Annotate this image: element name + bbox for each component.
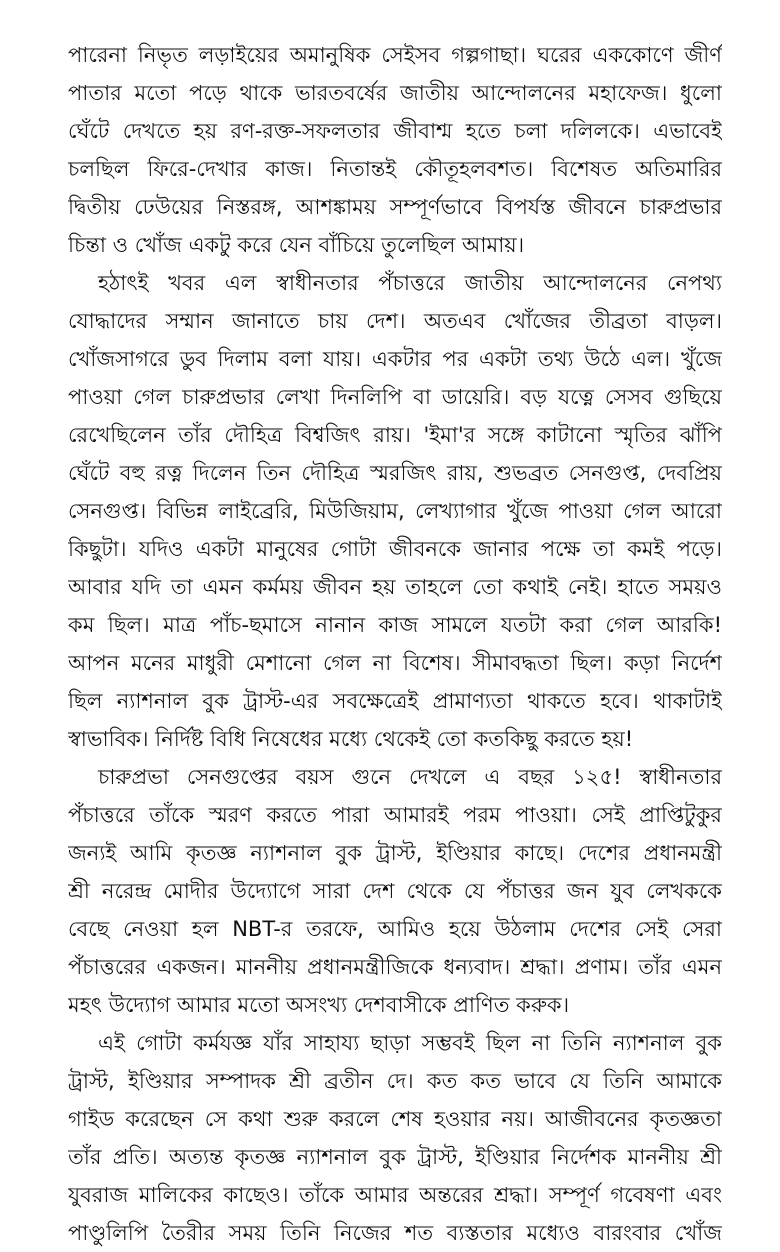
text-line: ছিল ন্যাশনাল বুক ট্রাস্ট-এর সবক্ষেত্রেই প্রামাণ্যতা থাকতে হবে। থাকাটাই [68, 689, 722, 713]
text-line: যুবরাজ মালিকের কাছেও। তাঁকে আমার অন্তরের শ্রদ্ধা। সম্পূর্ণ গবেষণা এবং [68, 1183, 722, 1207]
text-line: হঠাৎই খবর এল স্বাধীনতার পঁচাত্তরে জাতীয় আন্দোলনের নেপথ্য [98, 271, 722, 295]
text-line: শ্রী নরেন্দ্র মোদীর উদ্যোগে সারা দেশ থেকে যে পঁচাত্তর জন যুব লেখককে [68, 879, 722, 903]
text-line: রেখেছিলেন তাঁর দৌহিত্র বিশ্বজিৎ রায়। 'ইমা'র সঙ্গে কাটানো স্মৃতির ঝাঁপি [68, 423, 722, 447]
text-line: চিন্তা ও খোঁজ একটু করে যেন বাঁচিয়ে তুলেছিল আমায়। [68, 233, 525, 257]
text-line: ঘেঁটে বহু রত্ন দিলেন তিন দৌহিত্র স্মরজিৎ রায়, শুভব্রত সেনগুপ্ত, দেবপ্রিয় [68, 461, 722, 485]
text-line: ঘেঁটে দেখতে হয় রণ-রক্ত-সফলতার জীবাশ্ম হতে চলা দলিলকে। এভাবেই [68, 119, 722, 143]
text-line: চলছিল ফিরে-দেখার কাজ। নিতান্তই কৌতূহলবশত। বিশেষত অতিমারির [68, 157, 722, 181]
text-line: এই গোটা কর্মযজ্ঞ যাঁর সাহায্য ছাড়া সম্ভবই ছিল না তিনি ন্যাশনাল বুক [98, 1031, 722, 1055]
text-line: তাঁর প্রতি। অত্যন্ত কৃতজ্ঞ ন্যাশনাল বুক ট্রাস্ট, ইণ্ডিয়ার নির্দেশক মাননীয় শ্রী [68, 1145, 722, 1169]
text-line: পাওয়া গেল চারুপ্রভার লেখা দিনলিপি বা ডায়েরি। বড় যত্নে সেসব গুছিয়ে [68, 385, 722, 409]
text-line: যোদ্ধাদের সম্মান জানাতে চায় দেশ। অতএব খোঁজের তীব্রতা বাড়ল। [68, 309, 722, 333]
text-line: স্বাভাবিক। নির্দিষ্ট বিধি নিষেধের মধ্যে থেকেই তো কতকিছু করতে হয়! [68, 727, 634, 751]
text-line: পাতার মতো পড়ে থাকে ভারতবর্ষের জাতীয় আন্দোলনের মহাফেজ। ধুলো [68, 81, 722, 105]
text-line: আবার যদি তা এমন কর্মময় জীবন হয় তাহলে তো কথাই নেই। হাতে সময়ও [68, 575, 722, 599]
text-line: পঁচাত্তরে তাঁকে স্মরণ করতে পারা আমারই পরম পাওয়া। সেই প্রাপ্তিটুকুর [68, 803, 722, 827]
text-line: কম ছিল। মাত্র পাঁচ-ছমাসে নানান কাজ সামলে যতটা করা গেল আরকি! [68, 613, 722, 637]
text-line: ট্রাস্ট, ইণ্ডিয়ার সম্পাদক শ্রী ব্রতীন দে। কত কত ভাবে যে তিনি আমাকে [68, 1069, 722, 1093]
text-line: চারুপ্রভা সেনগুপ্তের বয়স গুনে দেখলে এ বছর ১২৫! স্বাধীনতার [98, 765, 722, 789]
text-line: খোঁজসাগরে ডুব দিলাম বলা যায়। একটার পর একটা তথ্য উঠে এল। খুঁজে [68, 347, 722, 371]
text-line: গাইড করেছেন সে কথা শুরু করলে শেষ হওয়ার নয়। আজীবনের কৃতজ্ঞতা [68, 1107, 722, 1131]
text-line: বেছে নেওয়া হল NBT-র তরফে, আমিও হয়ে উঠলাম দেশের সেই সেরা [68, 917, 722, 941]
text-line: কিছুটা। যদিও একটা মানুষের গোটা জীবনকে জানার পক্ষে তা কমই পড়ে। [68, 537, 722, 561]
text-line: আপন মনের মাধুরী মেশানো গেল না বিশেষ। সীমাবদ্ধতা ছিল। কড়া নির্দেশ [68, 651, 722, 675]
text-line: মহৎ উদ্যোগ আমার মতো অসংখ্য দেশবাসীকে প্রাণিত করুক। [68, 993, 570, 1017]
text-line: পারেনা নিভৃত লড়াইয়ের অমানুষিক সেইসব গল্পগাছা। ঘরের এককোণে জীর্ণ [68, 43, 722, 67]
text-line: সেনগুপ্ত। বিভিন্ন লাইব্রেরি, মিউজিয়াম, লেখ্যাগার খুঁজে পাওয়া গেল আরো [68, 499, 722, 523]
paragraph-1 [68, 36, 722, 264]
paragraph-2 [68, 264, 722, 758]
text-line: জন্যই আমি কৃতজ্ঞ ন্যাশনাল বুক ট্রাস্ট, ইণ্ডিয়ার কাছে। দেশের প্রধানমন্ত্রী [68, 841, 722, 865]
paragraph-4 [68, 1024, 722, 1252]
text-line: পাণ্ডুলিপি তৈরীর সময় তিনি নিজের শত ব্যস্ততার মধ্যেও বারংবার খোঁজ [68, 1221, 722, 1245]
text-line: পঁচাত্তরের একজন। মাননীয় প্রধানমন্ত্রীজিকে ধন্যবাদ। শ্রদ্ধা। প্রণাম। তাঁর এমন [68, 955, 722, 979]
paragraph-3 [68, 758, 722, 1024]
text-line: দ্বিতীয় ঢেউয়ের নিস্তরঙ্গ, আশঙ্কাময় সম্পূর্ণভাবে বিপর্যস্ত জীবনে চারুপ্রভার [68, 195, 722, 219]
